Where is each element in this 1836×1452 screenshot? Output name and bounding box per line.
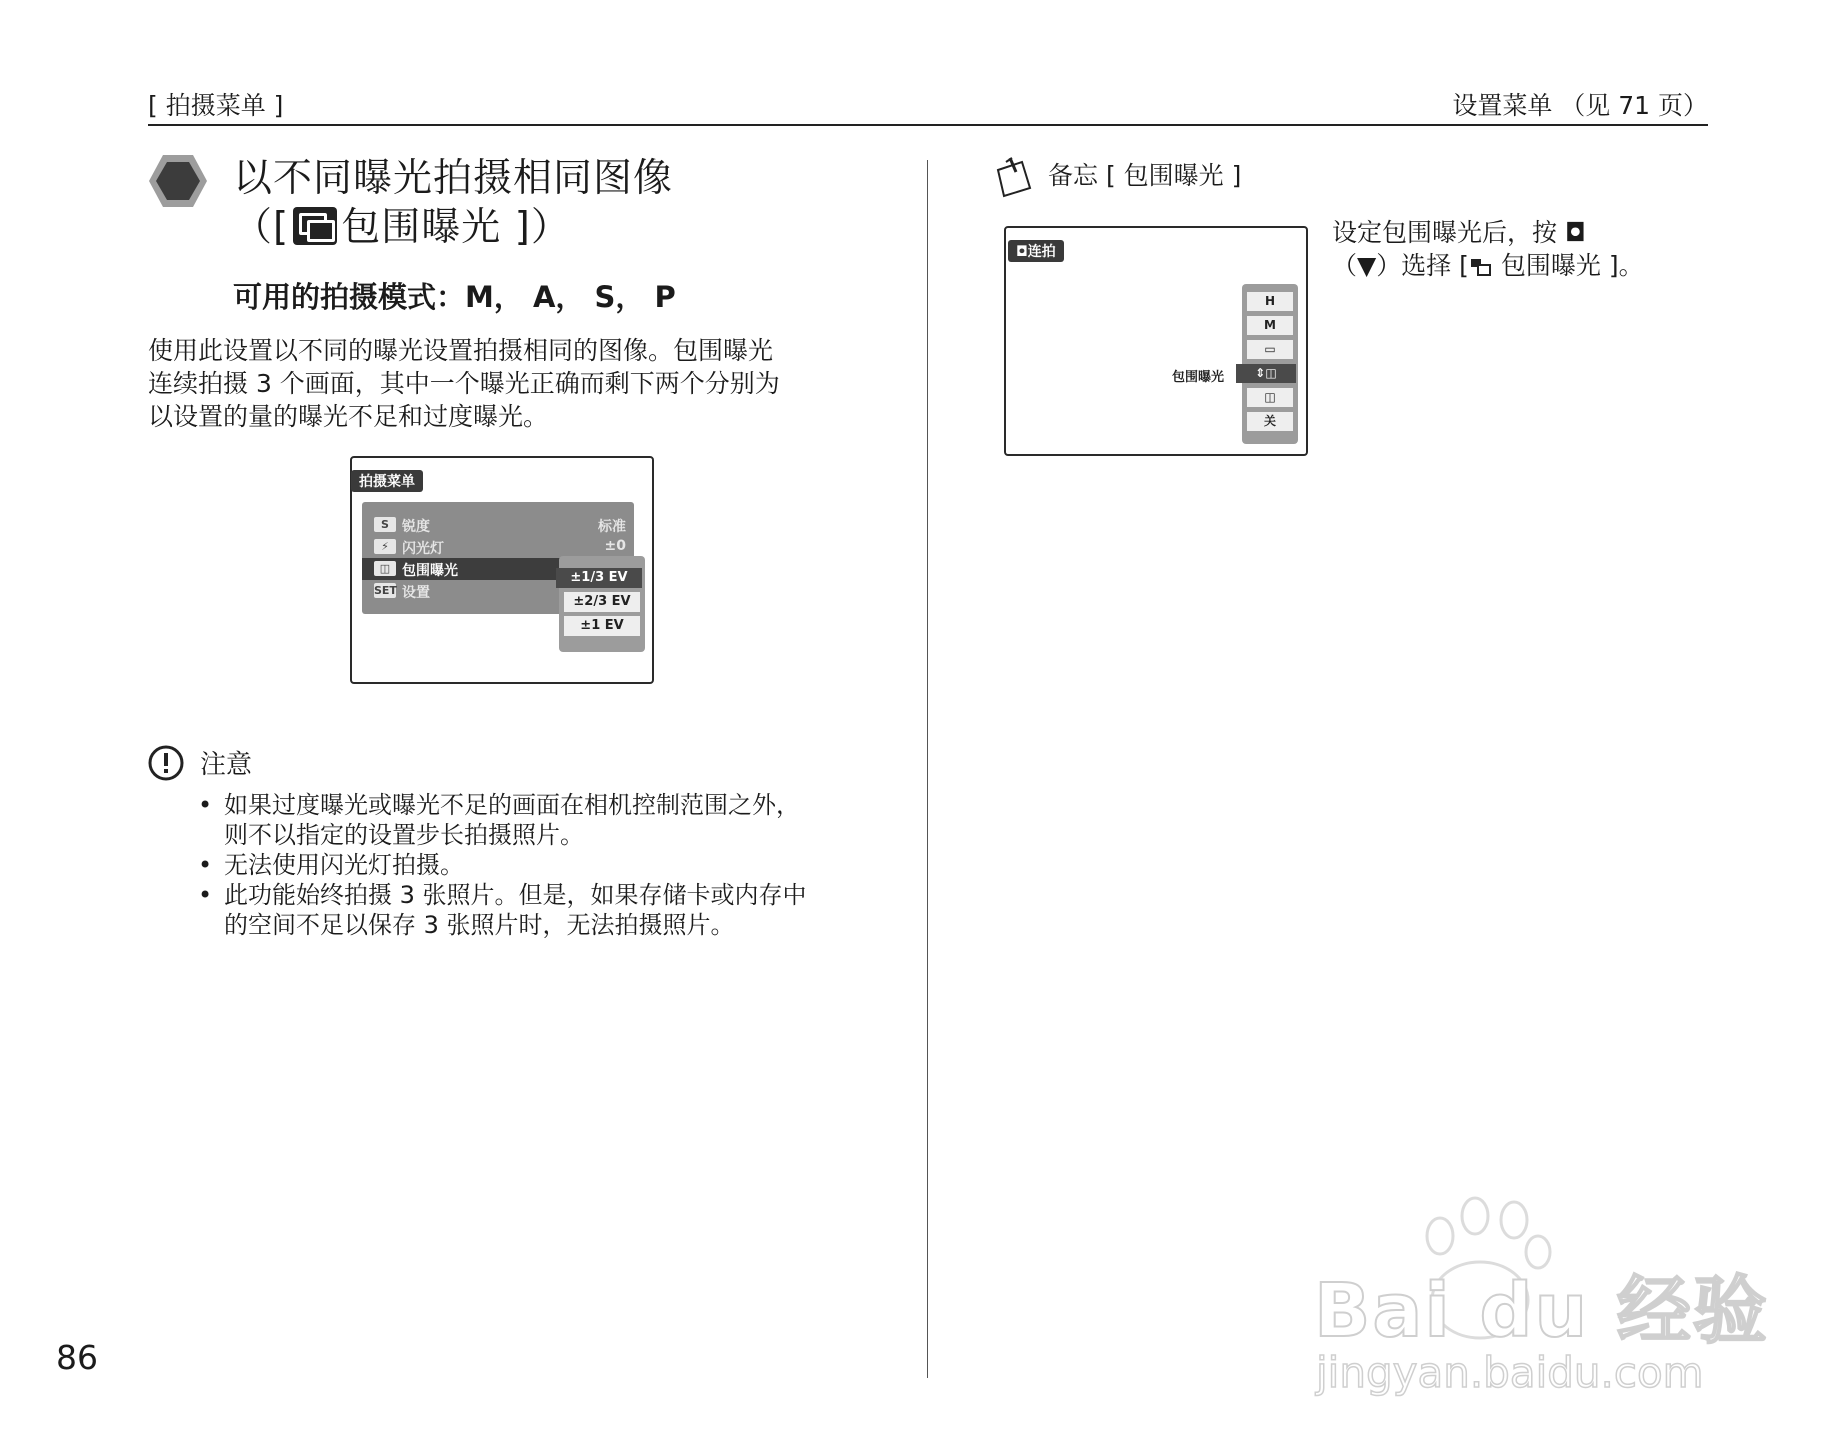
column-divider	[927, 160, 928, 1378]
menu-row-sharpness	[362, 514, 634, 536]
watermark-url: jingyan.baidu.com	[1316, 1348, 1704, 1397]
menu-tab-label	[1008, 240, 1064, 262]
menu-row-value: 标准	[598, 519, 626, 535]
bullet-line: • 如果过度曝光或曝光不足的画面在相机控制范围之外，	[224, 791, 800, 819]
menu-row-label: 闪光灯	[402, 541, 444, 557]
paragraph-line: 使用此设置以不同的曝光设置拍摄相同的图像。包围曝光	[148, 336, 774, 365]
bullet-line: • 此功能始终拍摄 3 张照片。但是，如果存储卡或内存中	[224, 881, 807, 909]
menu-row-setup	[362, 580, 562, 602]
ev-option: ±1/3 EV	[556, 568, 642, 588]
bracketing-icon: ◫	[374, 561, 396, 576]
subtitle-open: （[	[233, 205, 290, 250]
continuous-options-strip	[1242, 284, 1298, 444]
set-icon: SET	[374, 584, 397, 597]
ev-option: ±2/3 EV	[564, 592, 640, 612]
memo-line-text: 包围曝光 ]。	[1500, 251, 1644, 280]
burst-option: ⇕◫	[1236, 364, 1296, 383]
burst-option: ◫	[1247, 388, 1293, 407]
header-section-label: [ 拍摄菜单 ]	[148, 91, 284, 120]
continuous-menu-screen	[1004, 226, 1308, 456]
available-modes: 可用的拍摄模式：M， A， S， P	[233, 280, 676, 314]
description-paragraph	[148, 334, 868, 433]
note-title: 注意	[200, 750, 253, 780]
bullet-line: 的空间不足以保存 3 张照片时，无法拍摄照片。	[224, 911, 735, 939]
memo-line	[1332, 216, 1644, 249]
header-rule	[148, 124, 1708, 126]
menu-row-flash	[362, 536, 634, 558]
bullet-item	[198, 790, 807, 850]
tab-text: 连拍	[1027, 244, 1056, 260]
burst-option: H	[1247, 292, 1293, 311]
bracket-icon	[293, 207, 337, 245]
bullet-line: • 无法使用闪光灯拍摄。	[224, 851, 464, 879]
paragraph-line: 以设置的量的曝光不足和过度曝光。	[148, 402, 549, 431]
watermark-brand: Bai du 经验	[1314, 1268, 1769, 1354]
memo-line	[1332, 249, 1644, 282]
selection-label: 包围曝光	[1172, 370, 1225, 385]
section-subtitle	[233, 203, 571, 253]
menu-row-label: 锐度	[402, 519, 430, 535]
bullet-item	[198, 850, 807, 880]
menu-tab-label: 拍摄菜单	[351, 470, 423, 492]
header-reference-label: 设置菜单 （见 71 页）	[1452, 91, 1708, 120]
menu-row-label: 设置	[402, 585, 430, 601]
paragraph-line: 连续拍摄 3 个画面，其中一个曝光正确而剩下两个分别为	[148, 369, 780, 398]
menu-row-label: 包围曝光	[402, 563, 458, 579]
section-title: 以不同曝光拍摄相同图像	[233, 156, 674, 201]
burst-option: M	[1247, 316, 1293, 335]
subtitle-text: 包围曝光 ]）	[341, 205, 571, 250]
flash-icon: ⚡	[374, 539, 396, 554]
burst-icon: ◘	[1016, 244, 1028, 260]
camera-menu-screen	[350, 456, 654, 684]
menu-row-value: ±0	[604, 538, 626, 554]
memo-text	[1332, 216, 1644, 282]
ev-option: ±1 EV	[564, 616, 640, 636]
memo-title: 备忘 [ 包围曝光 ]	[1048, 161, 1242, 190]
bullet-item	[198, 880, 807, 940]
caution-icon	[147, 744, 185, 782]
memo-line-text: （▼）选择 [	[1332, 251, 1469, 280]
burst-option: ▭	[1247, 340, 1293, 359]
page-number: 86	[56, 1338, 98, 1377]
burst-option: 关	[1247, 412, 1293, 431]
burst-mode-icon: ◘	[1564, 218, 1586, 247]
sharpness-icon: S	[374, 517, 396, 532]
hexagon-icon	[147, 153, 209, 209]
menu-row-bracketing	[362, 558, 562, 580]
note-bullets	[198, 790, 807, 940]
ev-options-panel	[559, 556, 645, 652]
memo-icon	[992, 154, 1036, 198]
memo-line-text: 设定包围曝光后，按	[1332, 218, 1558, 247]
baidu-watermark	[1310, 1190, 1769, 1410]
bullet-line: 则不以指定的设置步长拍摄照片。	[224, 821, 584, 849]
bracket-small-icon	[1471, 259, 1491, 275]
